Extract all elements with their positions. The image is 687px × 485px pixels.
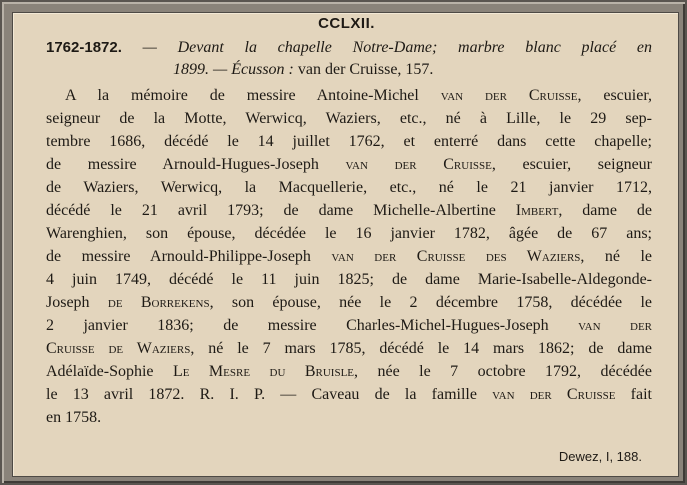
family-name: Le Mesre du Bruisle bbox=[172, 363, 355, 380]
family-name: de Borrekens bbox=[107, 294, 210, 311]
family-name: van der Cruisse des Waziers bbox=[331, 248, 581, 265]
text: Adélaïde-Sophie bbox=[46, 363, 173, 380]
body-line-15: en 1758. bbox=[46, 409, 102, 426]
text: , escuier, bbox=[577, 87, 653, 104]
body-line-2: seigneur de la Motte, Werwicq, Waziers, etc., né à Lille, le 29 sep- bbox=[46, 110, 652, 127]
family-name: van der Cruisse bbox=[440, 87, 578, 104]
text: , son épouse, née le 2 décembre 1758, décédée le bbox=[209, 294, 653, 311]
body-line-5: de Waziers, Werwicq, la Macquellerie, etc., né le 21 janvier 1712, bbox=[46, 179, 652, 196]
source-citation: Dewez, I, 188. bbox=[558, 449, 642, 464]
text: , né le bbox=[580, 248, 653, 265]
body-line-3: tembre 1686, décédé le 14 juillet 1762, et enterré dans cette chapelle; bbox=[46, 133, 652, 150]
text: , née le 7 octobre 1792, décédée bbox=[354, 363, 653, 380]
body-line-12 bbox=[46, 338, 652, 360]
body-line-6 bbox=[46, 200, 652, 222]
text: , né le 7 mars 1785, décédé le 14 mars 1862; de dame bbox=[190, 340, 653, 357]
text: 2 janvier 1836; de messire Charles-Michel-Hugues-Joseph bbox=[46, 317, 579, 334]
intro-escutcheon: van der Cruisse, 157. bbox=[293, 61, 434, 78]
family-name: van der Cruisse bbox=[492, 386, 616, 403]
body-line-1 bbox=[65, 85, 652, 107]
year-range: 1762-1872. bbox=[46, 39, 122, 56]
intro-location: — Devant la chapelle Notre-Dame; marbre blanc placé en bbox=[121, 39, 652, 56]
text: le 13 avril 1872. R. I. P. — Caveau de la famille bbox=[46, 386, 493, 403]
body-line-4 bbox=[46, 154, 652, 176]
intro-escutcheon-label: 1899. — Écusson : bbox=[173, 61, 294, 78]
family-name: van der Cruisse bbox=[345, 156, 492, 173]
body-line-14 bbox=[46, 384, 652, 406]
entry-number: CCLXII. bbox=[318, 15, 375, 32]
intro-line-2 bbox=[173, 59, 653, 81]
body-line-8 bbox=[46, 246, 652, 268]
text: de messire Arnould-Philippe-Joseph bbox=[46, 248, 332, 265]
document-page bbox=[12, 12, 679, 477]
intro-line-1 bbox=[46, 37, 652, 59]
body-line-9: 4 juin 1749, décédé le 11 juin 1825; de dame Marie-Isabelle-Aldegonde- bbox=[46, 271, 652, 288]
text: décédé le 21 avril 1793; de dame Michelle-Albertine bbox=[46, 202, 516, 219]
body-line-10 bbox=[46, 292, 652, 314]
body-line-11 bbox=[46, 315, 652, 337]
body-line-13 bbox=[46, 361, 652, 383]
text: de messire Arnould-Hugues-Joseph bbox=[46, 156, 346, 173]
family-name: Cruisse de Waziers bbox=[46, 340, 191, 357]
text: , escuier, seigneur bbox=[491, 156, 653, 173]
text: , dame de bbox=[558, 202, 652, 219]
text: A la mémoire de messire Antoine-Michel bbox=[65, 87, 441, 104]
text: fait bbox=[615, 386, 653, 403]
family-name: van der bbox=[578, 317, 652, 334]
text: Joseph bbox=[46, 294, 108, 311]
family-name: Imbert bbox=[515, 202, 559, 219]
body-line-7: Warenghien, son épouse, décédée le 16 janvier 1782, âgée de 67 ans; bbox=[46, 225, 652, 242]
